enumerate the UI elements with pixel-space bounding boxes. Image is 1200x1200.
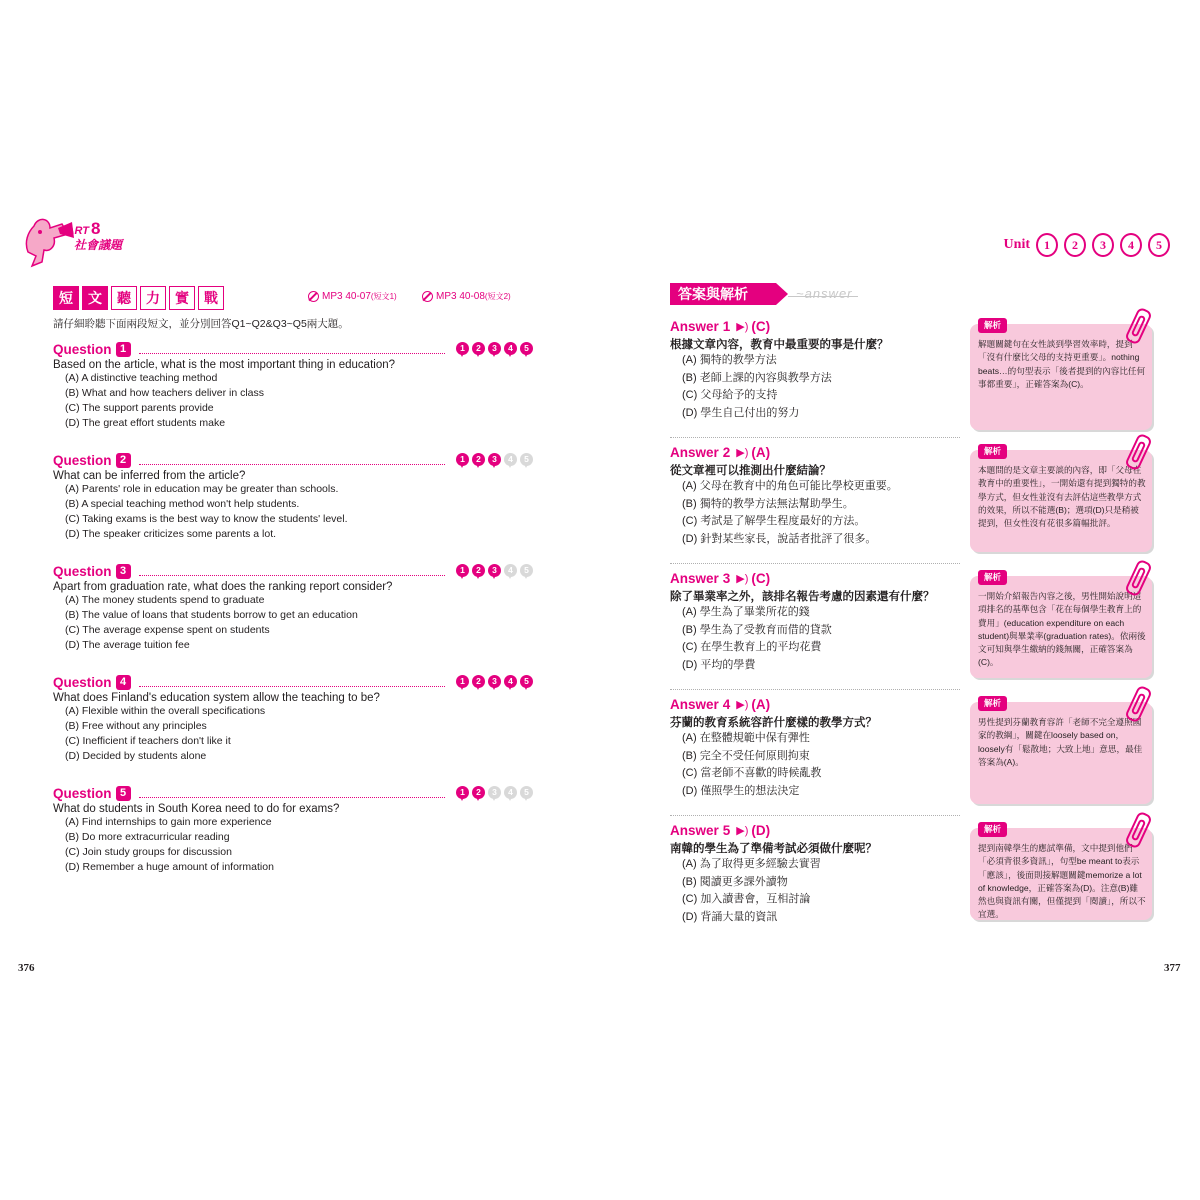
answer-number: 2 [722,444,731,460]
question-block [53,340,533,431]
paperclip-icon [1124,685,1153,724]
question-option: (B) What and how teachers deliver in class [65,387,265,399]
answer-number: 1 [722,318,731,334]
question-text: Apart from graduation rate, what does the ranking report consider? [53,581,393,593]
mp3-sub: (短文1) [370,292,397,301]
difficulty-rating [453,453,533,468]
question-option: (A) The money students spend to graduate [65,594,265,606]
explanation-note [970,572,1152,678]
speaker-icon[interactable]: ▶) [736,824,749,837]
answer-number: 3 [722,570,731,586]
difficulty-pin-icon: 3 [488,564,501,579]
question-number: 4 [116,675,131,690]
difficulty-pin-icon: 2 [472,564,485,579]
question-number: 3 [116,564,131,579]
answer-word: Answer [670,318,719,334]
answer-block [670,318,1160,422]
question-header [53,340,533,358]
question-option: (C) Inefficient if teachers don't like it [65,735,231,747]
question-number: 5 [116,786,131,801]
answer-option: (A) 獨特的教學方法 [682,354,777,366]
speaker-icon[interactable]: ▶) [736,698,749,711]
question-word: Question [53,674,112,690]
difficulty-pin-icon: 2 [472,786,485,801]
explanation-note [970,824,1152,920]
difficulty-pin-icon: 4 [504,786,517,801]
speaker-icon[interactable]: ▶) [736,572,749,585]
question-option: (C) Join study groups for discussion [65,846,232,858]
unit-3[interactable]: 3 [1092,233,1114,257]
answer-option: (A) 在整體規範中保有彈性 [682,732,810,744]
dotted-leader [139,789,445,798]
divider [670,437,960,438]
section-title [53,286,227,310]
question-option: (D) The average tuition fee [65,639,190,651]
section-title-char: 力 [140,286,166,310]
explanation-text: 提到南韓學生的應試準備，文中提到他們「必須背很多資訊」，句型be meant to表示「應該」，後面則接解題關鍵memorize a lot of knowledge，正確答案為(D)。注意(B)雖然也與資訊有關，但僅提到「閱讀」，所以不宜選。 [978,843,1146,920]
question-word: Question [53,785,112,801]
answer-word: Answer [670,570,719,586]
answer-option: (B) 完全不受任何原則拘束 [682,749,810,762]
answer-option: (D) 背誦大量的資訊 [682,910,778,923]
unit-2[interactable]: 2 [1064,233,1086,257]
part-topic: 社會議題 [74,238,123,252]
explanation-text: 一開始介紹報告內容之後，男性開始說明這項排名的基準包含「花在每個學生教育上的費用」(education expenditure on each student)與畢業率(graduation rates)。依兩後文可知與學生繳納的錢無關，正確答案為(C)。 [978,591,1146,668]
question-option: (B) Do more extracurricular reading [65,831,230,843]
difficulty-pin-icon: 4 [504,453,517,468]
difficulty-pin-icon: 1 [456,342,469,357]
mp3-track-1[interactable] [308,291,397,302]
answer-block [670,444,1160,548]
difficulty-pin-icon: 3 [488,453,501,468]
unit-nav [1004,233,1170,257]
unit-4[interactable]: 4 [1120,233,1142,257]
answer-question: 南韓的學生為了準備考試必須做什麼呢？ [670,843,877,855]
question-option: (B) A special teaching method won't help students. [65,498,300,510]
answer-option: (D) 僅照學生的想法決定 [682,784,800,797]
dotted-leader [139,567,445,576]
instruction: 請仔細聆聽下面兩段短文，並分別回答Q1~Q2&Q3~Q5兩大題。 [53,318,349,330]
question-option: (D) Remember a huge amount of information [65,861,274,873]
answer-option: (C) 加入讀書會，互相討論 [682,893,811,905]
question-block [53,562,533,653]
answer-letter: (D) [751,822,771,838]
answer-letter: (A) [751,444,771,460]
section-title-char: 聽 [111,286,137,310]
question-option: (D) The great effort students make [65,417,226,429]
note-tag: 解析 [978,444,1007,459]
question-number: 2 [116,453,131,468]
answer-letter: (C) [751,570,771,586]
question-block [53,451,533,542]
question-option: (C) The average expense spent on students [65,624,270,636]
question-word: Question [53,452,112,468]
answer-option: (B) 閱讀更多課外讀物 [682,875,788,888]
explanation-note [970,446,1152,552]
answer-block [670,570,1160,674]
paperclip-icon [1124,811,1153,850]
divider [670,563,960,564]
answer-block [670,696,1160,800]
answer-number: 4 [722,696,731,712]
difficulty-pin-icon: 4 [504,564,517,579]
answer-option: (B) 老師上課的內容與教學方法 [682,371,832,384]
difficulty-pin-icon: 3 [488,675,501,690]
answer-option: (C) 在學生教育上的平均花費 [682,641,822,653]
note-tag: 解析 [978,318,1007,333]
question-option: (C) The support parents provide [65,402,214,414]
divider [670,815,960,816]
answer-word: Answer [670,696,719,712]
answer-letter: (A) [751,696,771,712]
question-option: (A) Find internships to gain more experience [65,816,272,828]
question-header [53,562,533,580]
answer-number: 5 [722,822,731,838]
difficulty-pin-icon: 3 [488,342,501,357]
section-title-char: 文 [82,286,108,310]
dotted-leader [139,345,445,354]
note-tag: 解析 [978,570,1007,585]
difficulty-pin-icon: 5 [520,342,533,357]
section-title-char: 戰 [198,286,224,310]
answer-option: (C) 當老師不喜歡的時候亂教 [682,767,822,779]
question-option: (B) The value of loans that students borrow to get an education [65,609,358,621]
difficulty-pin-icon: 2 [472,675,485,690]
question-block [53,673,533,764]
question-option: (A) Parents' role in education may be greater than schools. [65,483,339,495]
disc-icon [308,291,319,302]
difficulty-pin-icon: 5 [520,453,533,468]
answer-word: Answer [670,822,719,838]
difficulty-pin-icon: 5 [520,675,533,690]
answer-option: (C) 父母給予的支持 [682,389,778,401]
answer-option: (C) 考試是了解學生程度最好的方法。 [682,515,866,527]
difficulty-pin-icon: 2 [472,453,485,468]
answer-option: (D) 平均的學費 [682,658,756,671]
answer-option: (D) 針對某些家長，說話者批評了很多。 [682,532,877,545]
question-header [53,451,533,469]
difficulty-pin-icon: 1 [456,564,469,579]
unit-1[interactable]: 1 [1036,233,1058,257]
paperclip-icon [1124,433,1153,472]
note-tag: 解析 [978,822,1007,837]
paperclip-icon [1124,559,1153,598]
answer-option: (A) 學生為了畢業所花的錢 [682,606,810,618]
question-text: Based on the article, what is the most important thing in education? [53,359,396,371]
answer-block [670,822,1160,926]
answer-section-title: 答案與解析 [670,283,776,305]
difficulty-pin-icon: 2 [472,342,485,357]
explanation-note [970,320,1152,430]
right-page [600,0,1200,1200]
difficulty-pin-icon: 1 [456,786,469,801]
explanation-text: 解題關鍵句在女性談到學習效率時，提到「沒有什麼比父母的支持更重要」。nothing beats…的句型表示「後者提到的內容比任何事都重要」，正確答案為(C)。 [978,339,1146,389]
question-header [53,784,533,802]
speaker-icon[interactable]: ▶) [736,320,749,333]
difficulty-pin-icon: 5 [520,564,533,579]
part-label: PART 8 [60,219,101,238]
answer-word: Answer [670,444,719,460]
answer-question: 從文章裡可以推測出什麼結論？ [670,465,831,477]
mp3-label: MP3 40-07 [322,291,371,302]
divider [670,689,960,690]
answer-option: (A) 為了取得更多經驗去實習 [682,858,821,870]
difficulty-rating [453,342,533,357]
difficulty-rating [453,564,533,579]
paperclip-icon [1124,307,1153,346]
answer-question: 根據文章內容，教育中最重要的事是什麼？ [670,339,889,351]
mp3-label: MP3 40-08 [436,291,485,302]
question-option: (B) Free without any principles [65,720,207,732]
explanation-note [970,698,1152,804]
disc-icon [422,291,433,302]
question-block [53,784,533,875]
difficulty-pin-icon: 4 [504,675,517,690]
answer-option: (A) 父母在教育中的角色可能比學校更重要。 [682,480,898,492]
question-option: (C) Taking exams is the best way to know the students' level. [65,513,348,525]
answer-decoration: ~answer [796,286,853,301]
unit-label: Unit [1003,237,1030,252]
mp3-track-2[interactable] [422,291,511,302]
difficulty-rating [453,786,533,801]
answer-option: (B) 學生為了受教育而借的貸款 [682,623,832,636]
difficulty-pin-icon: 1 [456,453,469,468]
question-option: (A) A distinctive teaching method [65,372,218,384]
mp3-sub: (短文2) [484,292,511,301]
difficulty-pin-icon: 1 [456,675,469,690]
question-text: What does Finland's education system allow the teaching to be? [53,692,380,704]
page-number: 377 [1164,962,1181,974]
section-title-char: 短 [53,286,79,310]
answer-option: (D) 學生自己付出的努力 [682,406,800,419]
speaker-icon[interactable]: ▶) [736,446,749,459]
difficulty-rating [453,675,533,690]
answer-option: (B) 獨特的教學方法無法幫助學生。 [682,497,854,510]
question-text: What can be inferred from the article? [53,470,246,482]
answer-letter: (C) [751,318,771,334]
note-tag: 解析 [978,696,1007,711]
answer-question: 芬蘭的教育系統容許什麼樣的教學方式？ [670,717,877,729]
explanation-text: 本題問的是文章主要談的內容，即「父母在教育中的重要性」，一開始還有提到獨特的教學方式，但女性並沒有去評估這些教學方式的效果，所以不能選(B)；選項(D)只是稍被提到，但女性沒有花很多篇幅批評。 [978,465,1146,529]
question-number: 1 [116,342,131,357]
section-title-char: 實 [169,286,195,310]
explanation-text: 男性提到芬蘭教育容許「老師不完全遵照國家的教綱」，關鍵在loosely based on，loosely有「鬆散地；大致上地」意思，最佳答案為(A)。 [978,717,1143,767]
difficulty-pin-icon: 3 [488,786,501,801]
difficulty-pin-icon: 5 [520,786,533,801]
dotted-leader [139,456,445,465]
question-option: (A) Flexible within the overall specifications [65,705,266,717]
unit-5[interactable]: 5 [1148,233,1170,257]
question-word: Question [53,341,112,357]
question-word: Question [53,563,112,579]
difficulty-pin-icon: 4 [504,342,517,357]
question-header [53,673,533,691]
question-option: (D) The speaker criticizes some parents a lot. [65,528,277,540]
dotted-leader [139,678,445,687]
question-option: (D) Decided by students alone [65,750,207,762]
answer-question: 除了畢業率之外，該排名報告考慮的因素還有什麼？ [670,591,935,603]
page-number: 376 [18,962,35,974]
question-text: What do students in South Korea need to do for exams? [53,803,340,815]
